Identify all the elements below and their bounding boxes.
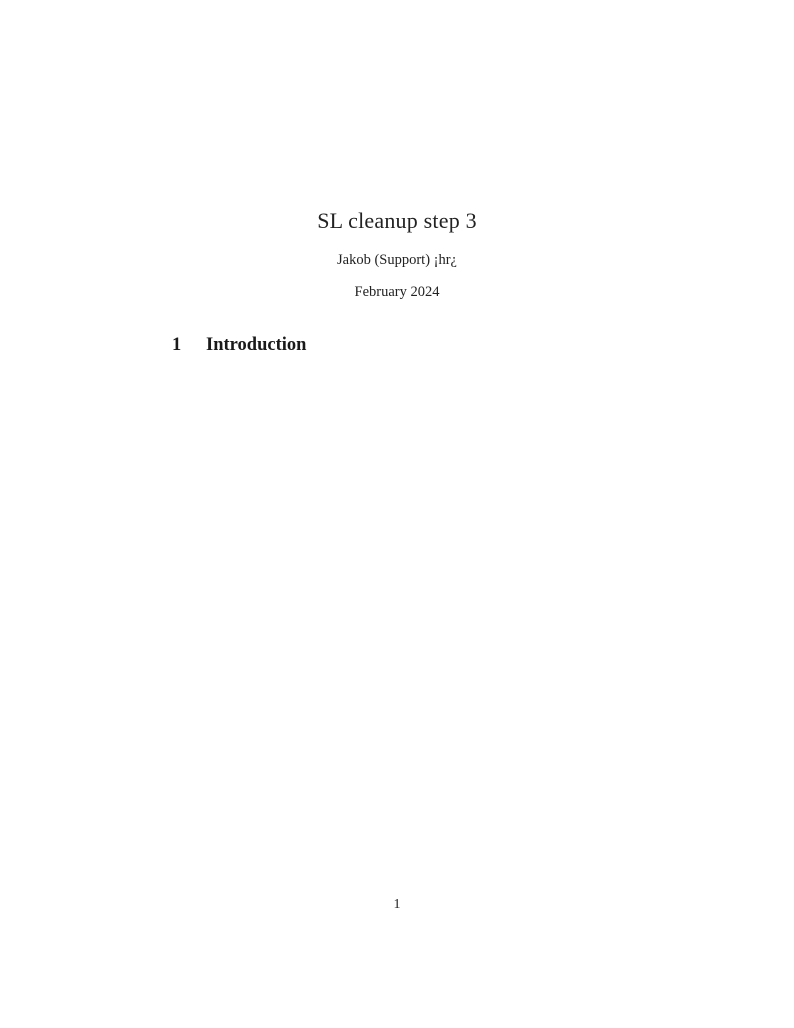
document-title: SL cleanup step 3 [317,208,477,233]
page-number: 1 [393,897,401,912]
document-author: Jakob (Support) ¡hr¿ [336,252,457,268]
section-number: 1 [172,335,182,355]
document-date: February 2024 [354,284,440,300]
section-title: Introduction [206,335,307,355]
section-heading [172,335,306,356]
